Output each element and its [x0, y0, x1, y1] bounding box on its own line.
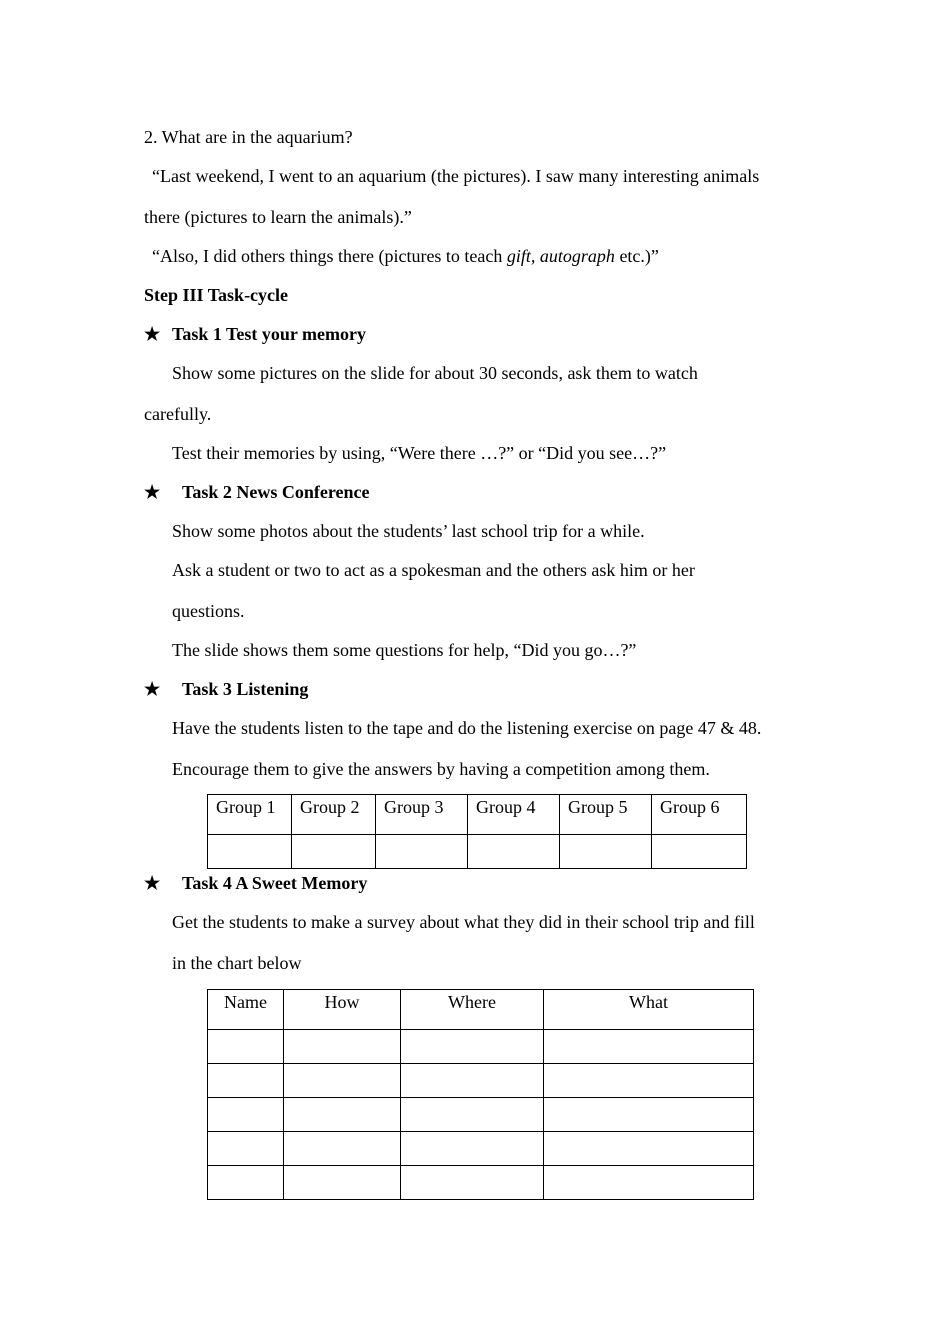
table-header-cell: Group 3: [376, 795, 468, 835]
table-header-cell: Group 5: [560, 795, 652, 835]
table-header-cell: Group 6: [652, 795, 747, 835]
paragraph-2-post: etc.)”: [614, 246, 659, 266]
task-1-line-1: Show some pictures on the slide for about 30 seconds, ask them to watch: [172, 363, 698, 383]
question-2: 2. What are in the aquarium?: [144, 127, 353, 147]
table-row: [208, 1064, 754, 1098]
paragraph-1-line-1: “Last weekend, I went to an aquarium (the pictures). I saw many interesting animals: [152, 166, 760, 186]
star-icon: ★: [144, 679, 161, 699]
table-cell: [292, 835, 376, 869]
table-row: [208, 1030, 754, 1064]
task-2-title: Task 2 News Conference: [182, 482, 370, 502]
task-1-line-2: carefully.: [144, 404, 212, 424]
paragraph-1-line-2: there (pictures to learn the animals).”: [144, 207, 412, 227]
task-2-line-4: The slide shows them some questions for help, “Did you go…?”: [172, 640, 637, 660]
task-4-line-2: in the chart below: [172, 953, 302, 973]
task-3-line-1: Have the students listen to the tape and do the listening exercise on page 47 & 48.: [172, 718, 762, 738]
table-header-cell: Group 2: [292, 795, 376, 835]
star-icon: ★: [144, 324, 161, 344]
table-cell: [376, 835, 468, 869]
table-cell: [401, 1030, 544, 1064]
star-icon: ★: [144, 482, 161, 502]
table-cell: [544, 1166, 754, 1200]
table-header-cell: What: [544, 990, 754, 1030]
table-row: [208, 795, 747, 835]
task-2-line-1: Show some photos about the students’ last school trip for a while.: [172, 521, 645, 541]
table-cell: [208, 1030, 284, 1064]
step-heading: Step III Task-cycle: [144, 285, 289, 305]
table-cell: [284, 1132, 401, 1166]
table-header-cell: Group 1: [208, 795, 292, 835]
table-cell: [401, 1132, 544, 1166]
table-cell: [284, 1166, 401, 1200]
table-row: [208, 1166, 754, 1200]
table-cell: [401, 1064, 544, 1098]
task-2-line-2: Ask a student or two to act as a spokesman and the others ask him or her: [172, 560, 695, 580]
table-cell: [468, 835, 560, 869]
table-cell: [401, 1098, 544, 1132]
table-cell: [652, 835, 747, 869]
table-row: [208, 990, 754, 1030]
table-cell: [284, 1098, 401, 1132]
task-4-line-1: Get the students to make a survey about what they did in their school trip and fill: [172, 912, 755, 932]
table-row: [208, 1098, 754, 1132]
table-cell: [208, 1166, 284, 1200]
task-1-heading: [144, 324, 366, 344]
table-header-cell: Where: [401, 990, 544, 1030]
table-cell: [544, 1132, 754, 1166]
task-4-title: Task 4 A Sweet Memory: [182, 873, 368, 893]
star-icon: ★: [144, 873, 161, 893]
table-cell: [401, 1166, 544, 1200]
task-1-title: Task 1 Test your memory: [172, 324, 367, 344]
table-cell: [544, 1064, 754, 1098]
task-3-heading: [144, 679, 308, 699]
task-2-heading: [144, 482, 370, 502]
table-cell: [544, 1098, 754, 1132]
table-cell: [284, 1030, 401, 1064]
table-header-cell: Group 4: [468, 795, 560, 835]
table-cell: [208, 1132, 284, 1166]
paragraph-2: [152, 246, 659, 266]
word-gift: gift: [506, 246, 531, 266]
paragraph-2-comma: ,: [530, 246, 540, 266]
task-3-line-2: Encourage them to give the answers by having a competition among them.: [172, 759, 710, 779]
table-cell: [208, 1098, 284, 1132]
task-4-heading: [144, 873, 367, 893]
table-row: [208, 1132, 754, 1166]
survey-table: [207, 989, 754, 1200]
table-cell: [284, 1064, 401, 1098]
table-cell: [208, 1064, 284, 1098]
word-autograph: autograph: [539, 246, 615, 266]
task-2-line-3: questions.: [172, 601, 245, 621]
table-header-cell: Name: [208, 990, 284, 1030]
task-1-line-3: Test their memories by using, “Were there …?” or “Did you see…?”: [172, 443, 667, 463]
table-cell: [544, 1030, 754, 1064]
table-cell: [560, 835, 652, 869]
task-3-title: Task 3 Listening: [182, 679, 309, 699]
table-header-cell: How: [284, 990, 401, 1030]
paragraph-2-pre: “Also, I did others things there (pictures to teach: [152, 246, 507, 266]
table-row: [208, 835, 747, 869]
table-cell: [208, 835, 292, 869]
groups-table: [207, 794, 747, 869]
